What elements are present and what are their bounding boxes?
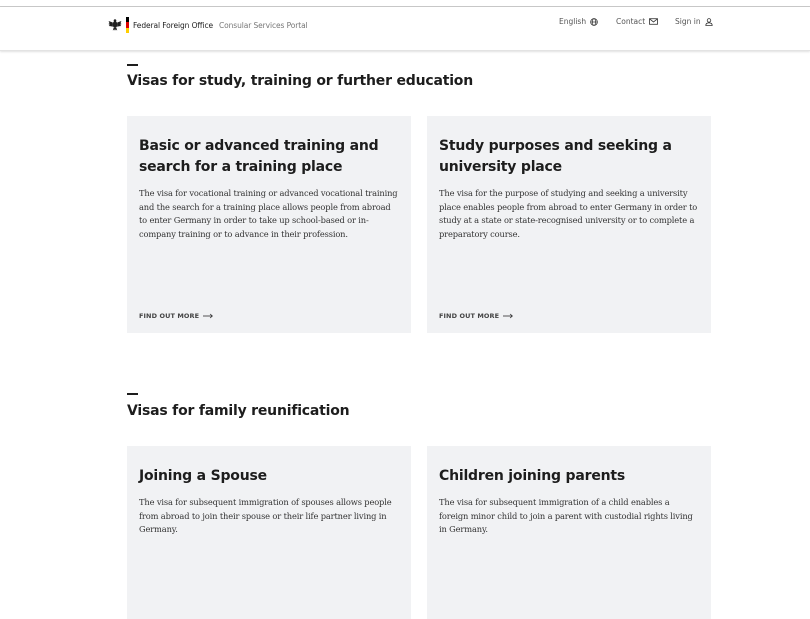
card-study[interactable]	[427, 116, 711, 333]
arrow-right-icon	[203, 313, 213, 319]
signin-link[interactable]	[675, 17, 713, 26]
card-description: The visa for vocational training or advanced vocational training and the search for a training place allows people from abroad to enter Germany in order to take up school-based or in-company training or to advance in their profession.	[139, 188, 398, 239]
section-divider-dash	[127, 393, 138, 395]
portal-name: Consular Services Portal	[219, 20, 308, 30]
contact-link[interactable]	[616, 17, 658, 26]
card-description: The visa for the purpose of studying and seeking a university place enables people from abroad to enter Germany in order to study at a state or state-recognised university or to complete a preparatory course.	[439, 188, 698, 239]
find-out-more-link[interactable]	[139, 312, 213, 320]
card-children[interactable]	[427, 446, 711, 619]
contact-label: Contact	[616, 17, 646, 26]
card-description: The visa for subsequent immigration of a child enables a foreign minor child to join a parent with custodial rights living in Germany.	[439, 497, 693, 535]
globe-icon	[590, 18, 598, 26]
language-selector[interactable]	[559, 17, 598, 26]
section-title-study: Visas for study, training or further education	[127, 73, 473, 89]
german-flag-bar	[126, 17, 129, 33]
language-label: English	[559, 17, 587, 26]
section-title-family: Visas for family reunification	[127, 403, 350, 419]
brand-logo-link[interactable]	[108, 16, 308, 34]
mail-icon	[649, 18, 658, 25]
card-title: Children joining parents	[439, 468, 626, 484]
find-out-more-label: FIND OUT MORE	[139, 312, 200, 320]
signin-label: Sign in	[675, 17, 701, 26]
section-divider-dash	[127, 64, 138, 66]
org-name: Federal Foreign Office	[133, 20, 213, 30]
find-out-more-link[interactable]	[439, 312, 513, 320]
card-description: The visa for subsequent immigration of spouses allows people from abroad to join their spouse or their life partner living in Germany.	[139, 497, 392, 535]
card-training[interactable]	[127, 116, 411, 333]
card-title: Study purposes and seeking a university place	[439, 138, 672, 175]
card-spouse[interactable]	[127, 446, 411, 619]
find-out-more-label: FIND OUT MORE	[439, 312, 500, 320]
eagle-icon	[108, 18, 122, 32]
card-title: Basic or advanced training and search for a training place	[139, 138, 379, 175]
site-header	[0, 7, 810, 51]
flag-stripe-gold	[126, 28, 129, 33]
arrow-right-icon	[503, 313, 513, 319]
card-title: Joining a Spouse	[139, 468, 267, 484]
user-icon	[705, 18, 713, 26]
